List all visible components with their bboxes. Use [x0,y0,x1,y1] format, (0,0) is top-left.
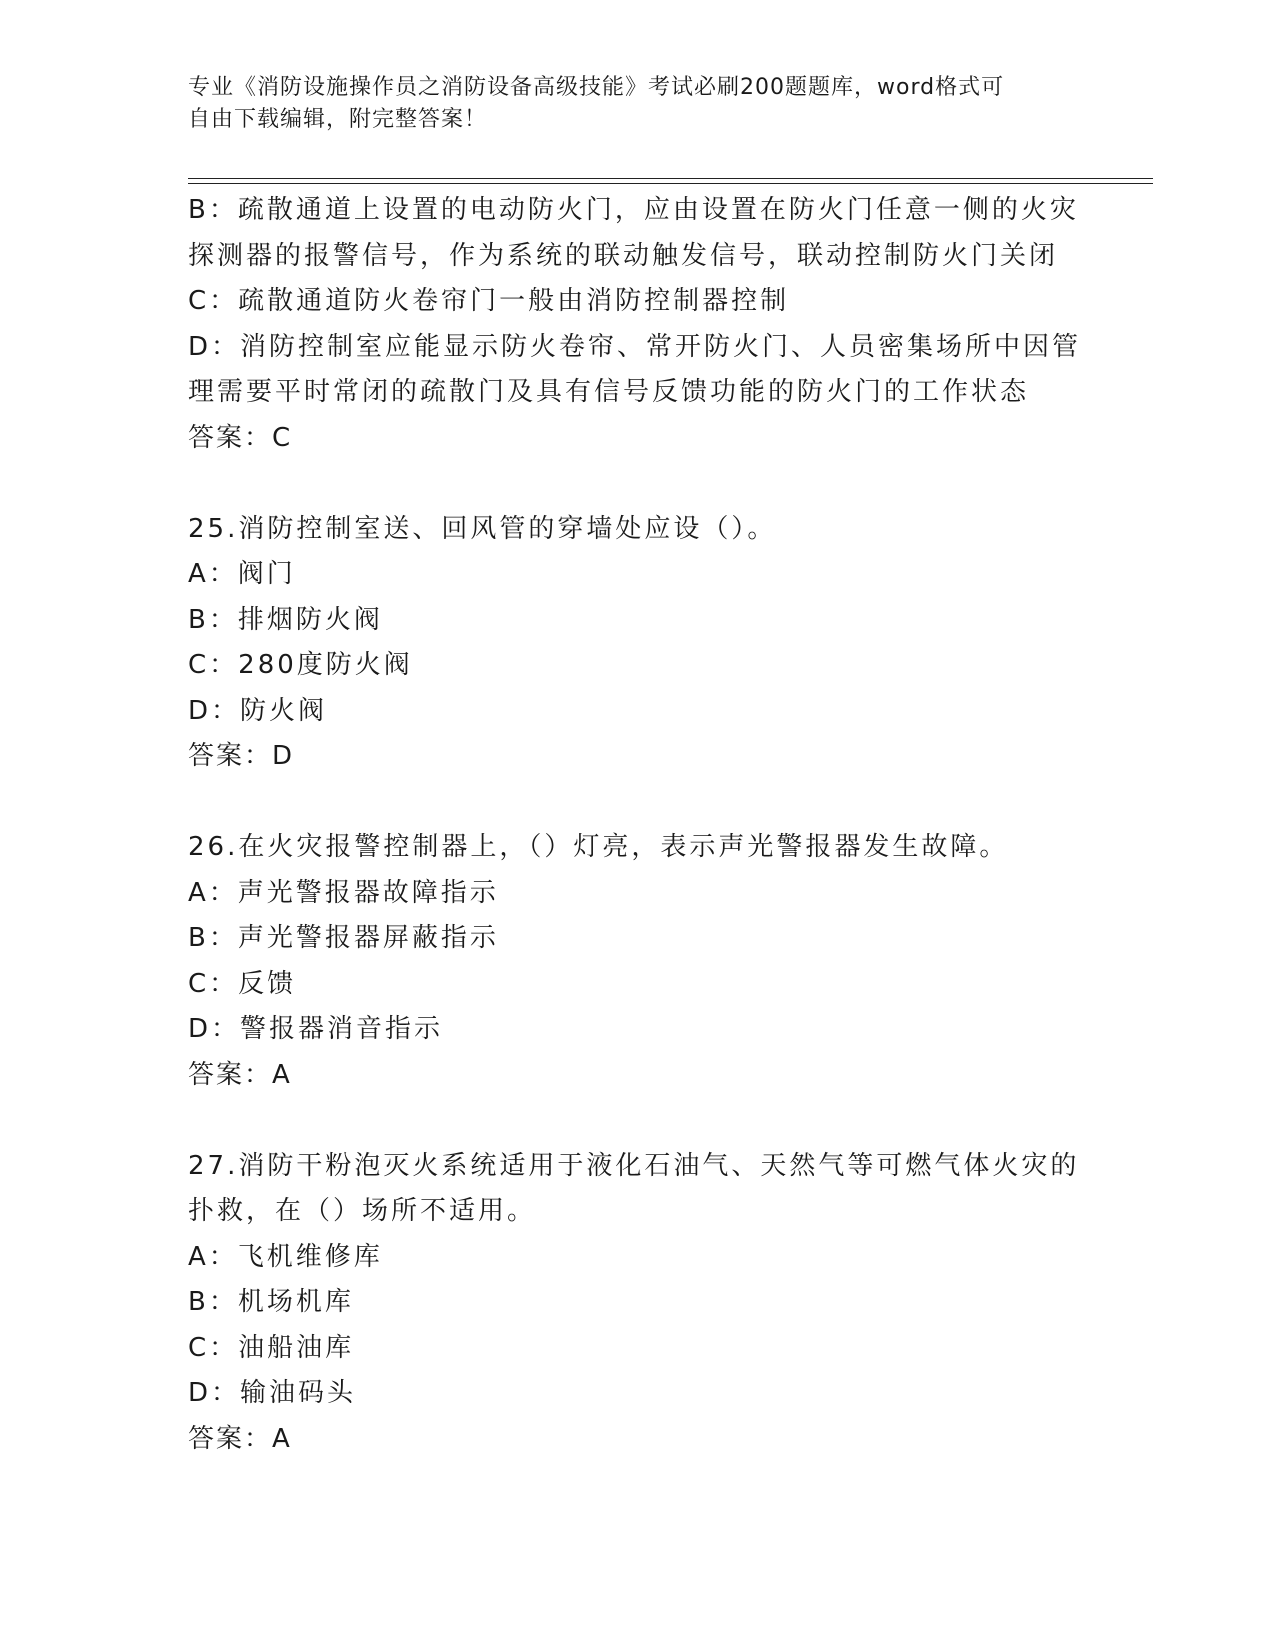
option-d: D：输油码头 [188,1378,357,1408]
option-c: C：280度防火阀 [188,650,413,680]
question-stem: 25.消防控制室送、回风管的穿墙处应设（）。 [188,513,777,544]
option-c: C：反馈 [188,968,297,999]
question-25 [188,507,1078,780]
option-a: A：飞机维修库 [188,1241,383,1272]
option-b-line-2: 探测器的报警信号，作为系统的联动触发信号，联动控制防火门关闭 [188,240,1059,271]
option-c: C：油船油库 [188,1332,355,1363]
spacer [188,461,1078,507]
spacer [188,1098,1078,1144]
option-a: A：声光警报器故障指示 [188,877,499,908]
answer: 答案：A [188,1423,292,1454]
answer: 答案：D [188,741,295,771]
header-line-2: 自由下载编辑，附完整答案！ [188,107,488,132]
answer: 答案：A [188,1059,292,1090]
question-stem-line-1: 27.消防干粉泡灭火系统适用于液化石油气、天然气等可燃气体火灾的 [188,1150,1080,1181]
question-stem-line-2: 扑救，在（）场所不适用。 [188,1196,537,1226]
question-stem: 26.在火灾报警控制器上，（）灯亮，表示声光警报器发生故障。 [188,832,1009,862]
document-header [188,72,1068,136]
answer: 答案：C [188,422,293,453]
option-d: D：防火阀 [188,695,328,726]
question-27 [188,1144,1078,1463]
option-d-line-2: 理需要平时常闭的疏散门及具有信号反馈功能的防火门的工作状态 [188,377,1030,407]
header-divider-bottom [188,183,1153,184]
spacer [188,780,1078,826]
question-26 [188,825,1078,1098]
question-24-continued [188,188,1082,461]
option-d-line-1: D：消防控制室应能显示防火卷帘、常开防火门、人员密集场所中因管 [188,331,1082,362]
document-body [188,188,1082,1462]
option-b-line-1: B：疏散通道上设置的电动防火门，应由设置在防火门任意一侧的火灾 [188,195,1079,225]
option-b: B：排烟防火阀 [188,604,383,635]
option-b: B：声光警报器屏蔽指示 [188,923,499,953]
option-a: A：阀门 [188,559,296,589]
header-divider-top [188,178,1153,179]
option-d: D：警报器消音指示 [188,1014,444,1044]
option-b: B：机场机库 [188,1287,354,1317]
header-line-1: 专业《消防设施操作员之消防设备高级技能》考试必刷200题题库，word格式可 [188,75,1005,100]
option-c: C：疏散通道防火卷帘门一般由消防控制器控制 [188,286,790,316]
